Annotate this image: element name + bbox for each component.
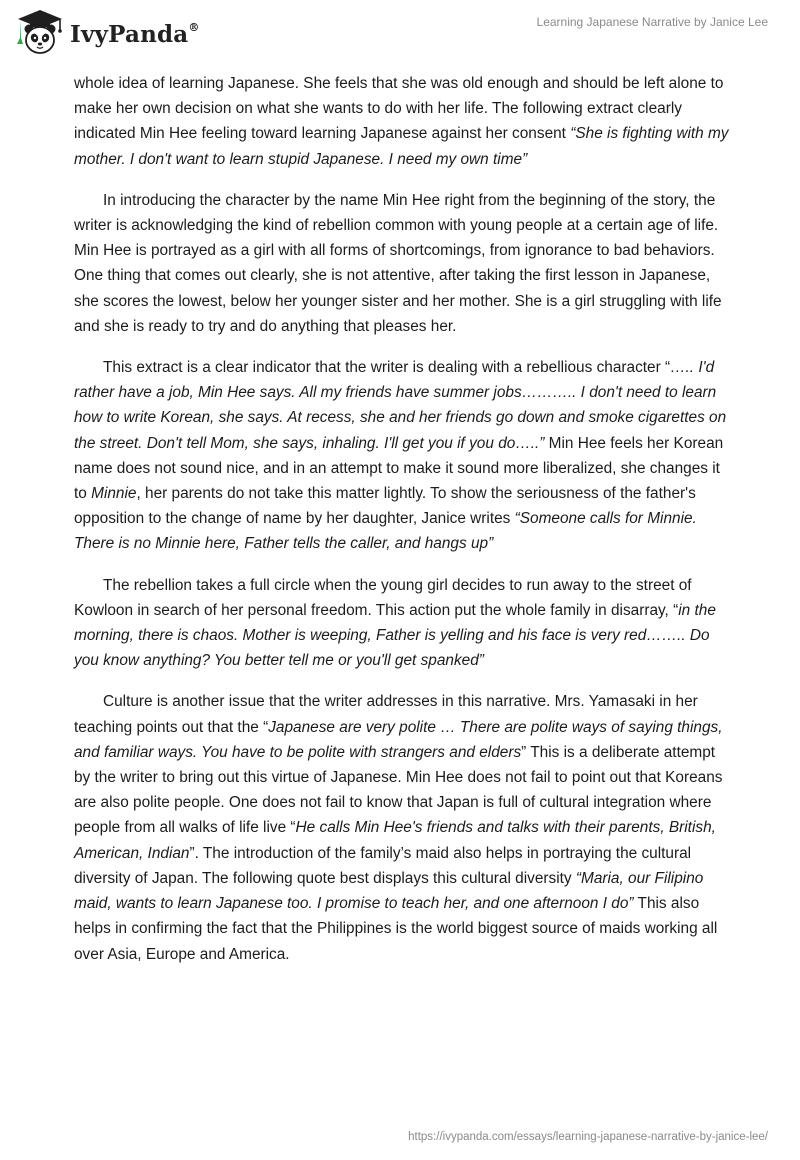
registered-mark: ® <box>188 20 200 34</box>
paragraph-1 <box>74 71 734 172</box>
essay-body <box>74 71 734 983</box>
paragraph-text: In introducing the character by the name Min Hee right from the beginning of the story, the writer is acknowledging the kind of rebellion common with young people at a certain age of life. Min Hee is portrayed as a girl with all forms of shortcomings, from ignorance to bad behaviors. One thing that comes out clearly, she is not attentive, after taking the first lesson in Japanese, she scores the lowest, below her younger sister and her mother. She is a girl struggling with life and she is ready to try and do anything that pleases her. <box>74 191 722 335</box>
quote: “Maria, our Filipino maid, wants to learn Japanese too. I promise to teach her, and one afternoon I do” <box>74 869 704 913</box>
brand-name-text: IvyPanda <box>70 20 189 48</box>
quote: “She is fighting with my mother. I don't want to learn stupid Japanese. I need my own time” <box>74 125 729 168</box>
paragraph-text: Culture is another issue that the writer addresses in this narrative. Mrs. Yamasaki in her teaching points out that the “ <box>74 693 698 736</box>
quote: in the morning, there is chaos. Mother is weeping, Father is yelling and his face is very red…….. Do you know anything? You better tell me or you'll get spanked” <box>74 601 716 670</box>
brand-logo[interactable] <box>16 8 200 58</box>
paragraph-text: ” This is a deliberate attempt by the writer to bring out this virtue of Japanese. Min Hee does not fail to point out that Koreans are also polite people. One does not fail to know that Japan is full of cultural integration where people from all walks of life live “ <box>74 743 723 837</box>
paragraph-text: ”. The introduction of the family’s maid also helps in portraying the cultural diversity of Japan. The following quote best displays this cultural diversity <box>74 844 692 887</box>
paragraph-text: The rebellion takes a full circle when the young girl decides to run away to the street of Kowloon in search of her personal freedom. This action put the whole family in disarray, “ <box>74 576 692 619</box>
brand-name <box>70 21 200 48</box>
paragraph-5 <box>74 689 734 966</box>
paragraph-2 <box>74 188 734 339</box>
quote: Japanese are very polite … There are polite ways of saying things, and familiar ways. You have to be polite with strangers and elders <box>74 718 723 761</box>
paragraph-text: This also helps in confirming the fact that the Philippines is the world biggest source of maids working all over Asia, Europe and America. <box>74 895 718 963</box>
quote: He calls Min Hee's friends and talks with their parents, British, American, Indian <box>74 819 716 862</box>
paragraph-text: , her parents do not take this matter lightly. To show the seriousness of the father's opposition to the change of name by her daughter, Janice writes <box>74 485 696 528</box>
paragraph-text: whole idea of learning Japanese. She feels that she was old enough and should be left alone to make her own decision on what she wants to do with her life. The following extract clearly indicated Min Hee feeling toward learning Japanese against her consent <box>74 75 724 143</box>
paragraph-text: This extract is a clear indicator that the writer is dealing with a rebellious character “ <box>103 359 671 377</box>
quote: ….. I'd rather have a job, Min Hee says. All my friends have summer jobs……….. I don't need to learn how to write Korean, she says. At recess, she and her friends go down and smoke cigarettes on the street. Don't tell Mom, she says, inhaling. I'll get you if you do…..” <box>74 359 727 452</box>
panda-graduate-icon <box>16 8 64 58</box>
quote: “Someone calls for Minnie. There is no Minnie here, Father tells the caller, and hangs up” <box>74 510 697 553</box>
page-header <box>0 0 800 70</box>
paragraph-4 <box>74 573 734 674</box>
document-title: Learning Japanese Narrative by Janice Lee <box>536 15 768 29</box>
paragraph-3 <box>74 355 734 557</box>
paragraph-text: Min Hee feels her Korean name does not sound nice, and in an attempt to make it sound more liberalized, she changes it to <box>74 434 724 503</box>
quote: Minnie <box>91 485 137 503</box>
source-url[interactable]: https://ivypanda.com/essays/learning-japanese-narrative-by-janice-lee/ <box>408 1131 768 1143</box>
